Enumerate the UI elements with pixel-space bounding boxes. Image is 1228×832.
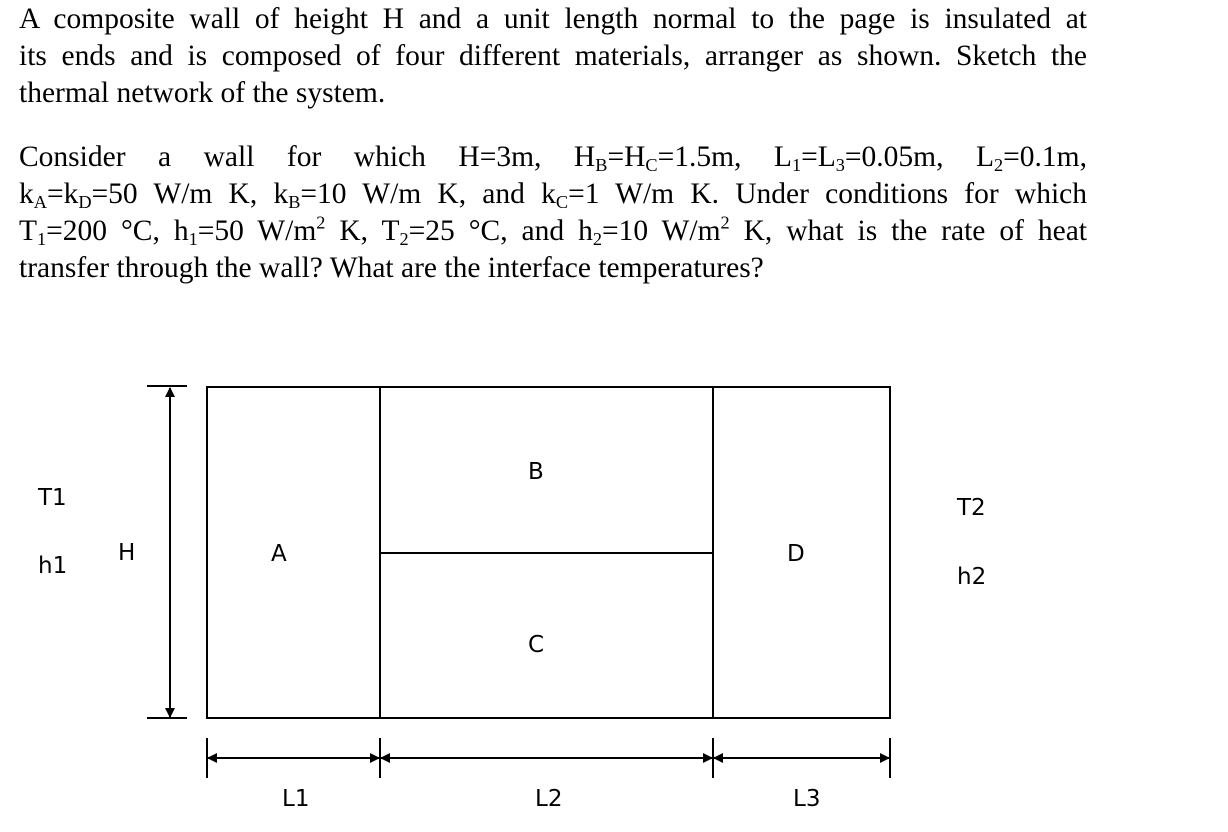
superscript: 2 [720,212,730,233]
text-run: =10 W/m [601,215,721,247]
subscript: 2 [592,229,602,250]
subscript: B [595,155,608,176]
label-material-c: C [528,632,545,658]
text-run: =0.1m, [1003,141,1087,173]
label-l2: L2 [535,786,563,812]
text-run: =k [46,178,79,210]
text-run: =0.05m, L [844,141,995,173]
text-run: =1.5m, L [657,141,792,173]
label-t2: T2 [957,495,986,521]
subscript: 2 [399,229,409,250]
subscript: D [78,192,92,213]
paragraph-1-line-1: A composite wall of height H and a unit length normal to the page is insulated at [19,3,1087,35]
label-material-d: D [787,541,805,567]
text-run: T [19,215,38,247]
label-l1: L1 [282,786,310,812]
subscript: 1 [188,229,198,250]
subscript: 1 [791,155,802,176]
label-h1: h1 [38,553,68,579]
subscript: 1 [37,229,47,250]
label-l3: L3 [793,786,821,812]
text-run: =50 W/m K, k [91,178,289,210]
text-run: K, what is the rate of heat [729,215,1087,247]
subscript: 2 [994,155,1004,176]
subscript: 3 [835,155,845,176]
superscript: 2 [316,212,326,233]
text-run: =50 W/m [197,215,317,247]
label-height: H [118,540,136,566]
subscript: A [33,192,47,213]
text-run: =1 W/m K. Under conditions for which [568,178,1087,210]
label-material-a: A [271,541,287,567]
paragraph-1-line-3: thermal network of the system. [19,77,386,109]
text-run: =H [607,141,646,173]
text-run: =10 W/m K, and k [300,178,556,210]
text-run: =200 °C, h [46,215,189,247]
label-t1: T1 [38,485,67,511]
text-run: Consider a wall for which H=3m, H [19,141,596,173]
subscript: C [645,155,658,176]
text-run: k [19,178,34,210]
text-run: K, T [325,215,400,247]
paragraph-2-line-4: transfer through the wall? What are the interface temperatures? [19,252,764,284]
text-run: =L [801,141,836,173]
label-h2: h2 [957,564,987,590]
paragraph-1-line-2: its ends and is composed of four different materials, arranger as shown. Sketch the [19,40,1087,72]
text-run: =25 °C, and h [408,215,593,247]
subscript: B [288,192,301,213]
label-material-b: B [528,459,544,485]
subscript: C [555,192,569,213]
